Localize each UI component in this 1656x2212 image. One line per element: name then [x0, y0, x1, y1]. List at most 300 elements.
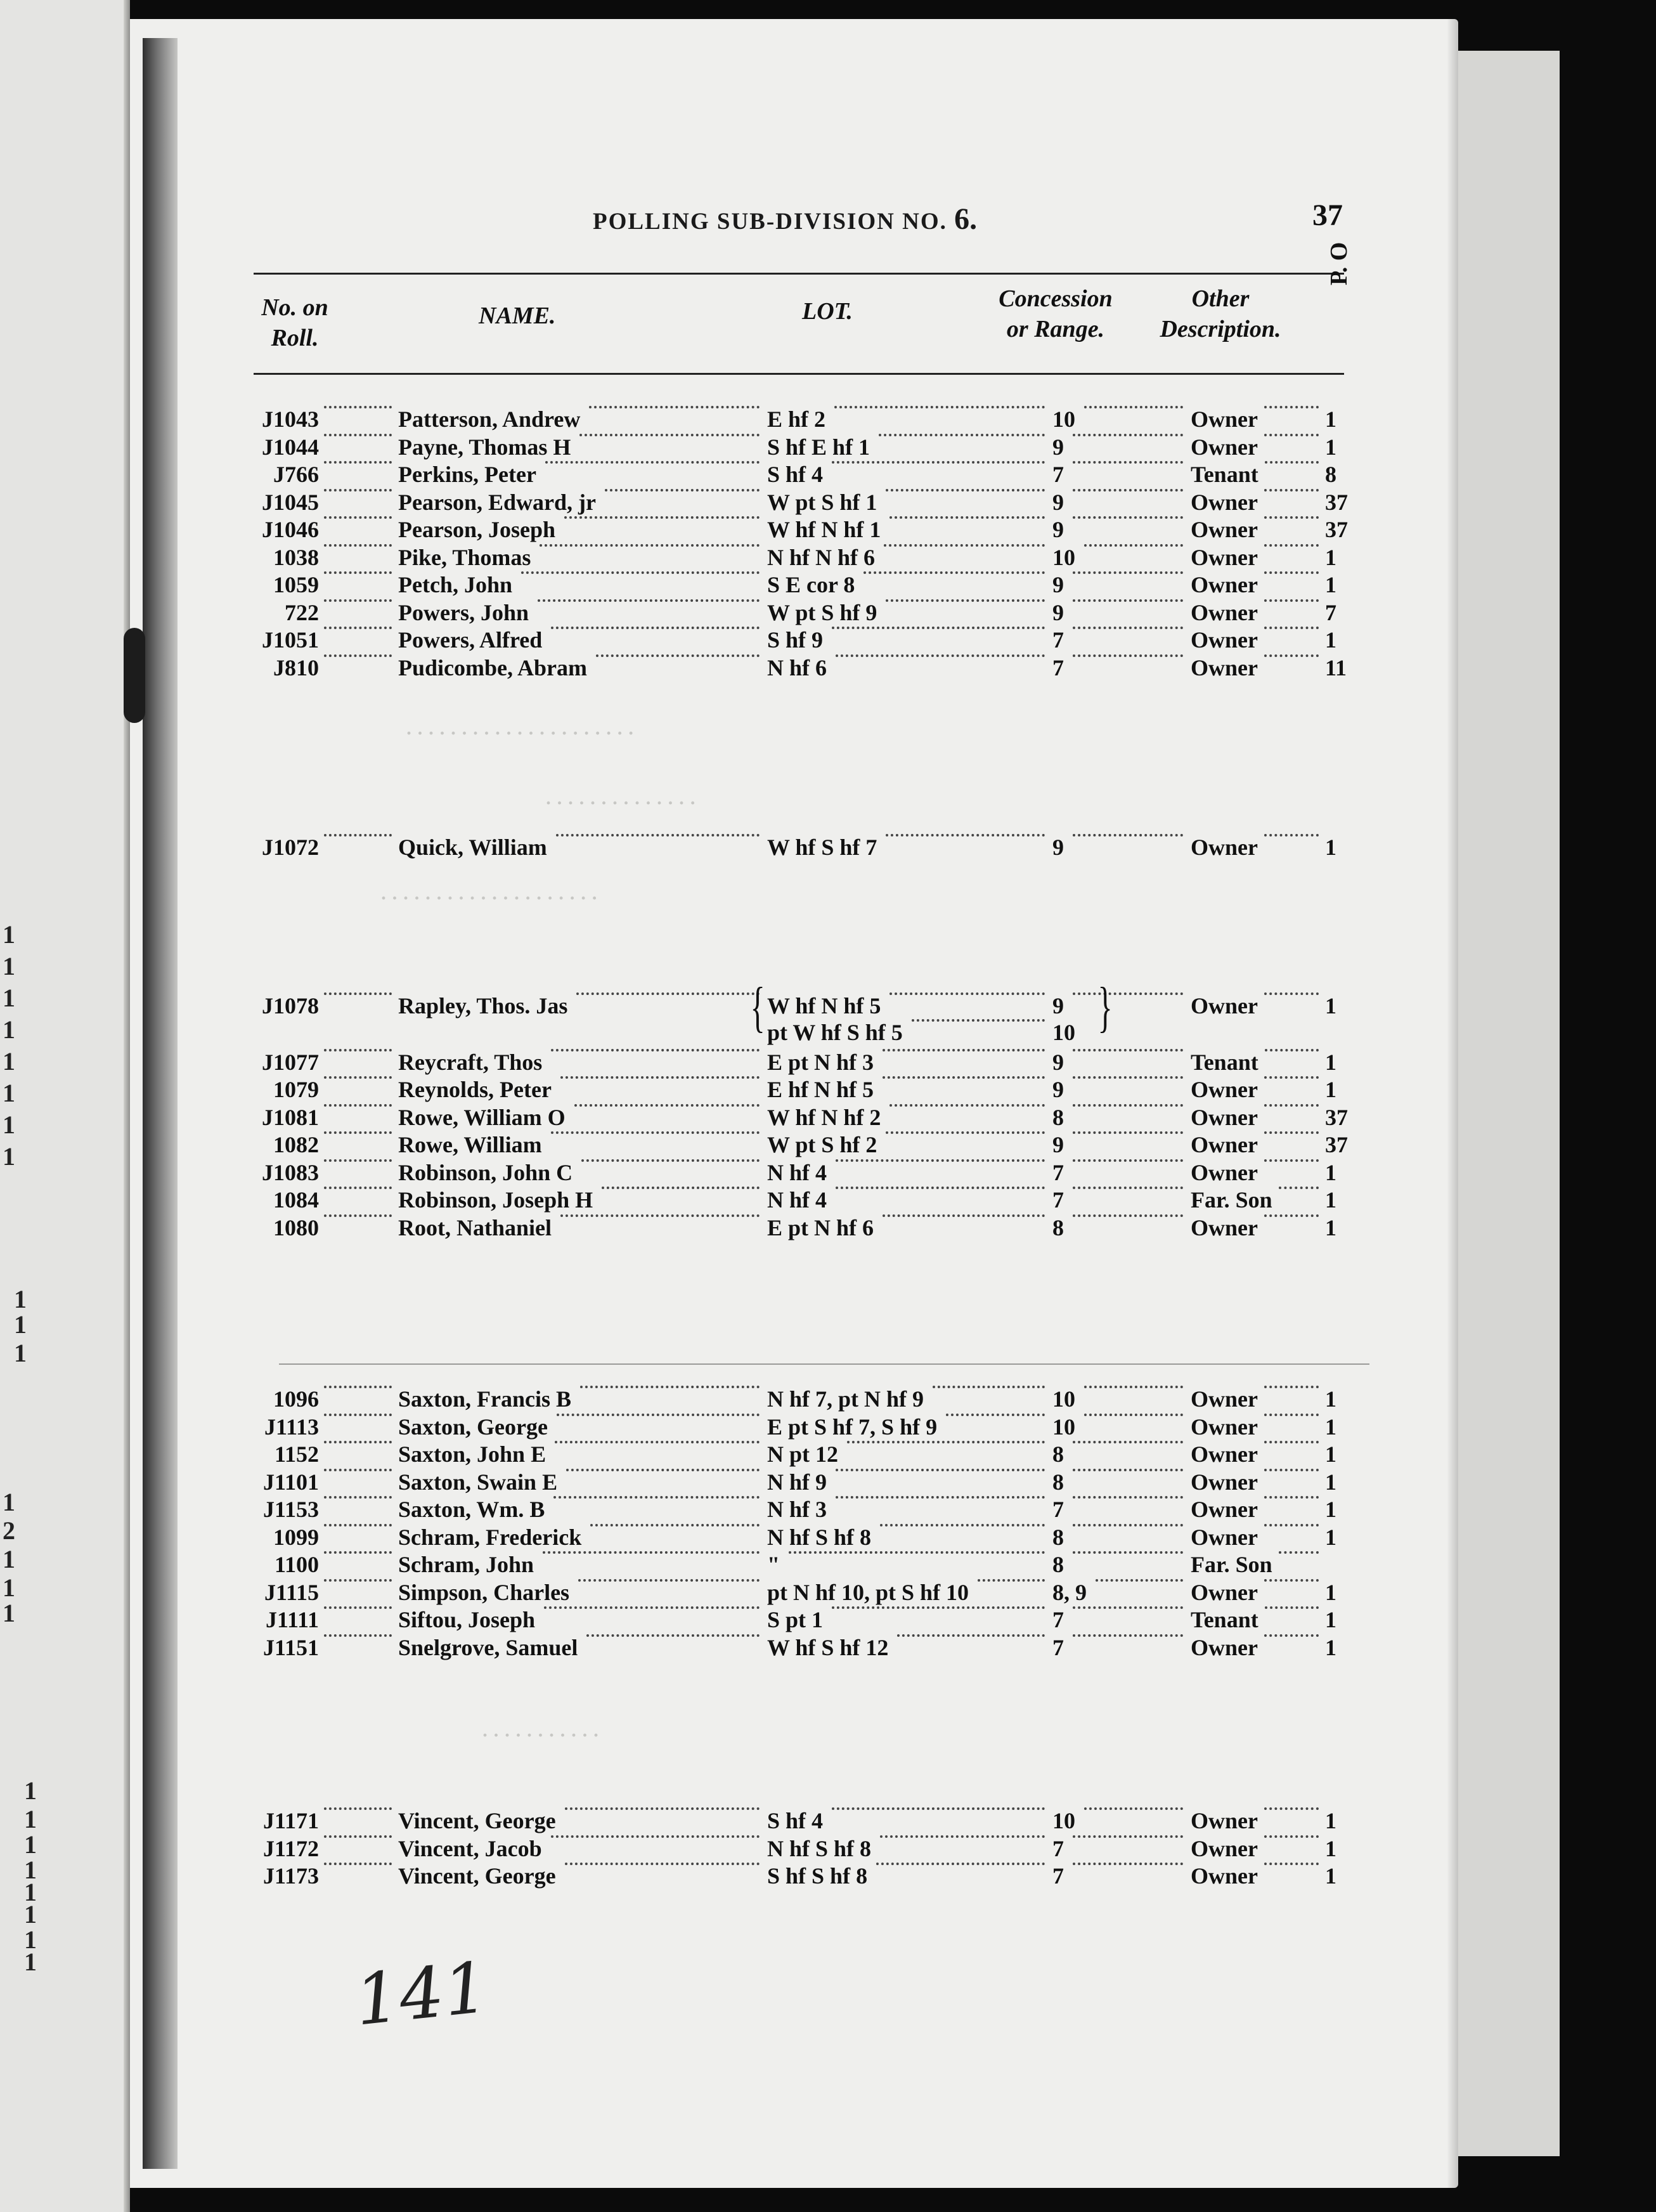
leader-dots: [1073, 1835, 1183, 1838]
margin-fragment: 1: [24, 1830, 37, 1859]
post-office-number: 1: [1325, 572, 1336, 597]
table-row: [0, 489, 1458, 517]
leader-dots: [543, 1551, 760, 1554]
back-sheet-edge: [1458, 51, 1560, 2156]
concession: 10: [1052, 1808, 1075, 1833]
leader-dots: [324, 1386, 392, 1388]
post-office-number: 37: [1325, 1132, 1348, 1157]
leader-dots: [1279, 1187, 1319, 1189]
page-title-text: POLLING SUB-DIVISION NO.: [593, 209, 947, 235]
roll-number: J810: [273, 654, 319, 680]
leader-dots: [551, 1835, 760, 1838]
roll-number: 1038: [273, 544, 319, 570]
leader-dots: [324, 1104, 392, 1107]
lot-description: N hf S hf 8: [767, 1524, 872, 1550]
leader-dots: [933, 1386, 1045, 1388]
lot-description: W pt S hf 1: [767, 489, 877, 515]
roll-number: 722: [285, 599, 319, 625]
post-office-number: 11: [1325, 654, 1347, 680]
other-description: Far. Son: [1191, 1187, 1272, 1213]
voter-name: Pudicombe, Abram: [398, 654, 588, 680]
leader-dots: [324, 599, 392, 602]
roll-number: 1152: [274, 1441, 319, 1467]
lot-description: N hf 4: [767, 1187, 827, 1213]
lot-description: N hf 6: [767, 654, 827, 680]
concession: 8, 9: [1052, 1579, 1087, 1605]
lot-description: W pt S hf 9: [767, 599, 877, 625]
post-office-number: 1: [1325, 1524, 1336, 1550]
leader-dots: [556, 834, 760, 836]
roll-number: J1078: [262, 993, 319, 1018]
other-description: Owner: [1191, 572, 1258, 597]
leader-dots: [1073, 1469, 1183, 1471]
leader-dots: [1073, 1131, 1183, 1134]
header-rule-bottom: [254, 373, 1344, 375]
other-description: Owner: [1191, 1579, 1258, 1605]
concession: 8: [1052, 1524, 1064, 1550]
concession: 7: [1052, 654, 1064, 680]
table-row: [0, 1863, 1458, 1890]
leader-dots: [324, 1076, 392, 1079]
concession: 7: [1052, 1835, 1064, 1861]
leader-dots: [1264, 1131, 1319, 1134]
column-header-lot: LOT.: [802, 298, 853, 325]
leader-dots: [560, 1076, 760, 1079]
leader-dots: [324, 406, 392, 408]
voter-name: Vincent, George: [398, 1863, 556, 1889]
leader-dots: [789, 1551, 1045, 1554]
leader-dots: [324, 1159, 392, 1162]
voter-name: Saxton, Francis B: [398, 1386, 572, 1412]
table-row: [0, 1076, 1458, 1104]
roll-number: J1077: [262, 1049, 319, 1075]
table-row: [0, 992, 1458, 1020]
leader-dots: [1264, 654, 1319, 657]
leader-dots: [1265, 461, 1319, 464]
leader-dots: [1073, 1159, 1183, 1162]
leader-dots: [324, 1551, 392, 1554]
other-description: Far. Son: [1191, 1552, 1272, 1577]
other-description: Owner: [1191, 489, 1258, 515]
post-office-number: 1: [1325, 993, 1336, 1018]
leader-dots: [324, 434, 392, 436]
leader-dots: [880, 1524, 1045, 1526]
concession: 9: [1052, 517, 1064, 542]
leader-dots: [978, 1579, 1045, 1582]
leader-dots: [565, 1807, 760, 1810]
other-description: Owner: [1191, 627, 1258, 653]
post-office-number: 1: [1325, 1835, 1336, 1861]
margin-fragment: 1: [3, 984, 15, 1012]
voter-name: Schram, Frederick: [398, 1524, 582, 1550]
left-brace: {: [750, 977, 765, 1038]
leader-dots: [1264, 1807, 1319, 1810]
post-office-number: 1: [1325, 407, 1336, 432]
roll-number: J1115: [264, 1579, 319, 1605]
table-row: [0, 1104, 1458, 1132]
leader-dots: [590, 1524, 760, 1526]
lot-description: W hf S hf 7: [767, 835, 877, 860]
other-description: Owner: [1191, 517, 1258, 542]
concession: 8: [1052, 1552, 1064, 1577]
roll-number: J1083: [262, 1159, 319, 1185]
concession: 9: [1052, 993, 1064, 1018]
scanned-page: · · · · · · · · · · · · · · · · · · · · · · · · · · · · · · · · · · · · · · · · · · · · · · · · · · · · · · · · · · · · · · · · · · POLLING SUB-DIVISION NO. 6. 37 No. on Roll. NAME. LOT. Concession or Range. Other Description. P. O J1043 Patterson, Andrew E hf 2 10 Owner 1 J1044 Payne, Thomas H S hf E hf 1 9 Owner 1 J766 Perkins, Peter S hf 4 7 Tenant 8 J1045 Pearson, Edward, jr W pt S hf 1 9 Owner 37 J1046 Pearson, Joseph W hf N hf 1 9 Owner 37 1038 Pike, Thomas N hf N hf 6 10 Owner 1 1059 Petch, John S E cor 8 9 Owner 1 722 Powers, John W pt S hf 9 9 Owner 7 J1051 Powers, Alfred S hf 9 7 Owner 1 J810 Pudicombe, Abram N hf 6 7 Owner 11 J1072 Quick, William W hf S hf 7 9 Owner 1 J1078 Rapley, Thos. Jas W hf N hf 5 9 Owner 1 pt W hf S hf 5 10 { } J1077 Reycraft, Thos E pt N hf 3 9 Tenant 1 1079 Reynolds, Peter E hf N hf 5 9 Owner 1 J1081 Rowe, William O W hf N hf 2 8 Owner 37 1082 Rowe, William W pt S hf 2 9 Owner 37 J1083 Robinson, John C N hf 4 7 Owner 1 1084 Robinson, Joseph H N hf 4 7 Far. Son 1 1080 Root, Nathaniel E pt N hf 6 8 Owner 1 1096 Saxton, Francis B N hf 7, pt N hf 9 10 Owner 1 J1113 Saxton, George E pt S hf 7, S hf 9 10 Owner 1 1152 Saxton, John E N pt 12 8 Owner 1 J1101 Saxton, Swain E N hf 9 8 Owner 1 J1153 Saxton, Wm. B N hf 3 7 Owner 1 1099 Schram, Frederick N hf S hf 8 8 Owner 1 1100 Schram, John " 8 Far. Son J1115 Simpson, Charles pt N hf 10, pt S hf 10 8, 9 Owner 1 J1111 Siftou, Joseph S pt 1 7 Tenant 1 J1151 Snelgrove, Samuel W hf S hf 12 7 Owner 1 J1171 Vincent, George S hf 4 10 Owner 1 J1172 Vincent, Jacob N hf S hf 8 7 Owner 1 J1173 Vincent, George S hf S hf 8 7 Owner 1 1 1 1 1 1 1 1 1 1 1 1 1 2 1 1 1 1 1 1 1 1 1 1 1 141: [0, 0, 1656, 2212]
voter-name: Robinson, Joseph H: [398, 1187, 593, 1213]
leader-dots: [832, 1807, 1045, 1810]
table-row: [0, 1807, 1458, 1835]
concession: 7: [1052, 1159, 1064, 1185]
leader-dots: [324, 654, 392, 657]
leader-dots: [545, 461, 760, 464]
leader-dots: [1073, 992, 1183, 995]
leader-dots: [1084, 1386, 1183, 1388]
leader-dots: [1084, 544, 1183, 547]
margin-fragment: 1: [3, 952, 15, 980]
leader-dots: [884, 544, 1045, 547]
leader-dots: [876, 1863, 1045, 1865]
lot-description: E pt N hf 6: [767, 1214, 874, 1240]
voter-name: Vincent, Jacob: [398, 1835, 542, 1861]
leader-dots: [557, 1414, 760, 1416]
leader-dots: [324, 1496, 392, 1499]
table-row: [0, 1469, 1458, 1497]
right-brace: }: [1097, 977, 1113, 1038]
leader-dots: [864, 571, 1045, 574]
table-row: [0, 627, 1458, 654]
leader-dots: [324, 834, 392, 836]
table-row: [0, 1159, 1458, 1187]
lot-description: S hf 4: [767, 1808, 824, 1833]
leader-dots: [1073, 1634, 1183, 1637]
roll-number: J766: [273, 462, 319, 487]
post-office-number: 1: [1325, 1863, 1336, 1889]
leader-dots: [589, 406, 760, 408]
leader-dots: [324, 1441, 392, 1443]
leader-dots: [1084, 1414, 1183, 1416]
leader-dots: [324, 1049, 392, 1051]
lot-description: N pt 12: [767, 1441, 839, 1467]
header-rule-top: [254, 273, 1344, 275]
other-description: Owner: [1191, 599, 1258, 625]
leader-dots: [1073, 1551, 1183, 1554]
leader-dots: [889, 516, 1045, 519]
roll-number: J1072: [262, 835, 319, 860]
concession: 7: [1052, 1187, 1064, 1213]
margin-fragment: 1: [3, 1142, 15, 1171]
voter-name: Rowe, William: [398, 1132, 542, 1157]
roll-number: 1059: [273, 572, 319, 597]
leader-dots: [880, 1835, 1045, 1838]
table-row: [0, 571, 1458, 599]
post-office-number: 1: [1325, 1214, 1336, 1240]
concession: 10: [1052, 544, 1075, 570]
leader-dots: [886, 1131, 1045, 1134]
leader-dots: [832, 461, 1045, 464]
table-row: [0, 1524, 1458, 1552]
voter-name: Snelgrove, Samuel: [398, 1634, 578, 1660]
post-office-number: 1: [1325, 1634, 1336, 1660]
leader-dots: [836, 654, 1045, 657]
margin-fragment: 1: [24, 1856, 37, 1884]
leader-dots: [889, 1104, 1045, 1107]
concession-line-2: 10: [1052, 1020, 1075, 1045]
leader-dots: [883, 1214, 1045, 1217]
table-row: [0, 1187, 1458, 1214]
lot-description: E pt S hf 7, S hf 9: [767, 1414, 938, 1440]
voter-name: Perkins, Peter: [398, 462, 536, 487]
margin-fragment: 1: [24, 1805, 37, 1833]
leader-dots: [1265, 1606, 1319, 1609]
lot-description: S pt 1: [767, 1607, 824, 1632]
margin-fragment: 1: [3, 1488, 15, 1516]
concession: 9: [1052, 572, 1064, 597]
leader-dots: [578, 1579, 760, 1582]
concession: 10: [1052, 407, 1075, 432]
concession: 9: [1052, 1132, 1064, 1157]
voter-name: Petch, John: [398, 572, 512, 597]
margin-fragment: 1: [3, 1110, 15, 1139]
leader-dots: [551, 1131, 760, 1134]
leader-dots: [324, 1187, 392, 1189]
other-description: Owner: [1191, 1497, 1258, 1522]
leader-dots: [544, 1606, 760, 1609]
leader-dots: [1084, 406, 1183, 408]
table-row: [0, 1414, 1458, 1441]
leader-dots: [324, 1634, 392, 1637]
leader-dots: [1073, 1214, 1183, 1217]
margin-fragment: 1: [3, 1573, 15, 1602]
table-row: [0, 1386, 1458, 1414]
voter-name: Rowe, William O: [398, 1104, 566, 1130]
margin-fragment: 1: [3, 1047, 15, 1076]
post-office-number: 1: [1325, 1386, 1336, 1412]
leader-dots: [1073, 654, 1183, 657]
leader-dots: [1264, 1835, 1319, 1838]
post-office-number: 1: [1325, 1414, 1336, 1440]
page-number: 37: [1312, 198, 1343, 232]
leader-dots: [576, 992, 760, 995]
leader-dots: [324, 1606, 392, 1609]
roll-number: J1044: [262, 434, 319, 460]
leader-dots: [1264, 1441, 1319, 1443]
post-office-number: 1: [1325, 544, 1336, 570]
voter-name: Saxton, John E: [398, 1441, 547, 1467]
leader-dots: [1264, 1159, 1319, 1162]
roll-number: J1151: [262, 1634, 319, 1660]
table-row: [0, 599, 1458, 627]
concession: 10: [1052, 1386, 1075, 1412]
concession: 7: [1052, 627, 1064, 653]
concession: 7: [1052, 1497, 1064, 1522]
roll-number: J1111: [265, 1607, 319, 1632]
leader-dots: [1264, 627, 1319, 629]
leader-dots: [897, 1634, 1045, 1637]
other-description: Owner: [1191, 1414, 1258, 1440]
table-row: [0, 1606, 1458, 1634]
leader-dots: [912, 1019, 1045, 1022]
post-office-number: 37: [1325, 517, 1348, 542]
leader-dots: [551, 1049, 760, 1051]
leader-dots: [1073, 1441, 1183, 1443]
voter-name: Quick, William: [398, 835, 547, 860]
post-office-number: 8: [1325, 462, 1336, 487]
leader-dots: [1264, 1634, 1319, 1637]
margin-fragment: 1: [24, 1776, 37, 1805]
column-header-description: Other Description.: [1160, 285, 1281, 342]
post-office-number: 1: [1325, 627, 1336, 653]
roll-number: J1045: [262, 489, 319, 515]
leader-dots: [324, 489, 392, 491]
leader-dots: [836, 1159, 1045, 1162]
leader-dots: [1096, 1579, 1183, 1582]
lot-description: W hf N hf 1: [767, 517, 881, 542]
lot-description: W pt S hf 2: [767, 1132, 877, 1157]
lot-description: N hf 9: [767, 1469, 827, 1495]
voter-name: Saxton, George: [398, 1414, 548, 1440]
lot-description: W hf N hf 2: [767, 1104, 881, 1130]
concession: 8: [1052, 1469, 1064, 1495]
lot-description: N hf N hf 6: [767, 544, 876, 570]
leader-dots: [579, 434, 760, 436]
roll-number: J1172: [262, 1835, 319, 1861]
table-row: [0, 654, 1458, 682]
leader-dots: [553, 1496, 760, 1499]
lot-description: N hf 7, pt N hf 9: [767, 1386, 924, 1412]
margin-fragment: 1: [24, 1948, 37, 1976]
leader-dots: [1073, 1104, 1183, 1107]
roll-number: 1082: [273, 1132, 319, 1157]
lot-description-line-2: pt W hf S hf 5: [767, 1020, 903, 1045]
leader-dots: [889, 992, 1045, 995]
other-description: Owner: [1191, 1469, 1258, 1495]
leader-dots: [1264, 1524, 1319, 1526]
roll-number: J1046: [262, 517, 319, 542]
leader-dots: [836, 1187, 1045, 1189]
leader-dots: [605, 489, 760, 491]
leader-dots: [1264, 434, 1319, 436]
voter-name: Siftou, Joseph: [398, 1607, 536, 1632]
table-row: [0, 1835, 1458, 1863]
margin-fragment: 1: [14, 1285, 27, 1313]
roll-number: J1113: [264, 1414, 319, 1440]
post-office-number: 1: [1325, 1159, 1336, 1185]
voter-name: Payne, Thomas H: [398, 434, 571, 460]
leader-dots: [883, 1076, 1045, 1079]
post-office-number: 37: [1325, 489, 1348, 515]
leader-dots: [324, 1807, 392, 1810]
leader-dots: [836, 1469, 1045, 1471]
table-row: [0, 406, 1458, 434]
other-description: Owner: [1191, 1634, 1258, 1660]
leader-dots: [1264, 1863, 1319, 1865]
concession: 7: [1052, 462, 1064, 487]
other-description: Owner: [1191, 1104, 1258, 1130]
post-office-number: 1: [1325, 1497, 1336, 1522]
leader-dots: [538, 599, 760, 602]
leader-dots: [1073, 1606, 1183, 1609]
leader-dots: [1073, 571, 1183, 574]
concession: 8: [1052, 1214, 1064, 1240]
leader-dots: [836, 1496, 1045, 1499]
voter-name: Reycraft, Thos: [398, 1049, 543, 1075]
roll-number: J1101: [262, 1469, 319, 1495]
leader-dots: [1264, 1076, 1319, 1079]
leader-dots: [324, 461, 392, 464]
concession: 7: [1052, 1607, 1064, 1632]
leader-dots: [1073, 834, 1183, 836]
concession: 7: [1052, 1634, 1064, 1660]
section-separator: [279, 1363, 1369, 1365]
voter-name: Pearson, Joseph: [398, 517, 556, 542]
leader-dots: [551, 627, 760, 629]
other-description: Owner: [1191, 835, 1258, 860]
leader-dots: [565, 1863, 760, 1865]
roll-number: 1100: [274, 1552, 319, 1577]
leader-dots: [324, 571, 392, 574]
leader-dots: [580, 1386, 760, 1388]
other-description: Tenant: [1191, 1607, 1258, 1632]
leader-dots: [521, 571, 760, 574]
voter-name: Schram, John: [398, 1552, 534, 1577]
voter-name: Vincent, George: [398, 1808, 556, 1833]
table-row: [0, 1131, 1458, 1159]
table-row: [0, 1551, 1458, 1579]
leader-dots: [1264, 1579, 1319, 1582]
leader-dots: [555, 1441, 760, 1443]
leader-dots: [324, 1579, 392, 1582]
leader-dots: [1073, 461, 1183, 464]
leader-dots: [1264, 992, 1319, 995]
margin-fragment: 1: [3, 1015, 15, 1044]
roll-number: J1171: [262, 1808, 319, 1833]
other-description: Owner: [1191, 434, 1258, 460]
post-office-number: 1: [1325, 1607, 1336, 1632]
leader-dots: [324, 992, 392, 995]
lot-description: E hf 2: [767, 407, 826, 432]
concession: 9: [1052, 434, 1064, 460]
voter-name: Robinson, John C: [398, 1159, 573, 1185]
post-office-number: 7: [1325, 599, 1336, 625]
leader-dots: [560, 1214, 760, 1217]
margin-fragment: 1: [3, 1599, 15, 1627]
leader-dots: [1265, 1049, 1319, 1051]
leader-dots: [586, 1634, 760, 1637]
leader-dots: [1073, 1076, 1183, 1079]
column-header-po: P. O: [1326, 242, 1352, 285]
roll-number: 1096: [273, 1386, 319, 1412]
roll-number: J1153: [262, 1497, 319, 1522]
lot-description: S hf E hf 1: [767, 434, 870, 460]
margin-fragment: 1: [14, 1310, 27, 1339]
table-row: [0, 1049, 1458, 1077]
leader-dots: [886, 599, 1045, 602]
leader-dots: [1264, 1469, 1319, 1471]
handwritten-note: 141: [351, 1946, 493, 2041]
leader-dots: [1264, 834, 1319, 836]
table-row: [0, 461, 1458, 489]
voter-name: Pike, Thomas: [398, 544, 531, 570]
other-description: Owner: [1191, 1835, 1258, 1861]
post-office-number: 1: [1325, 1049, 1336, 1075]
post-office-number: 1: [1325, 1469, 1336, 1495]
bleed-through-text: · · · · · · · · · · · · · · · · · · · · ·: [406, 723, 635, 744]
other-description: Owner: [1191, 993, 1258, 1018]
leader-dots: [1084, 1807, 1183, 1810]
leader-dots: [324, 627, 392, 629]
margin-fragment: 1: [24, 1878, 37, 1906]
roll-number: 1099: [273, 1524, 319, 1550]
